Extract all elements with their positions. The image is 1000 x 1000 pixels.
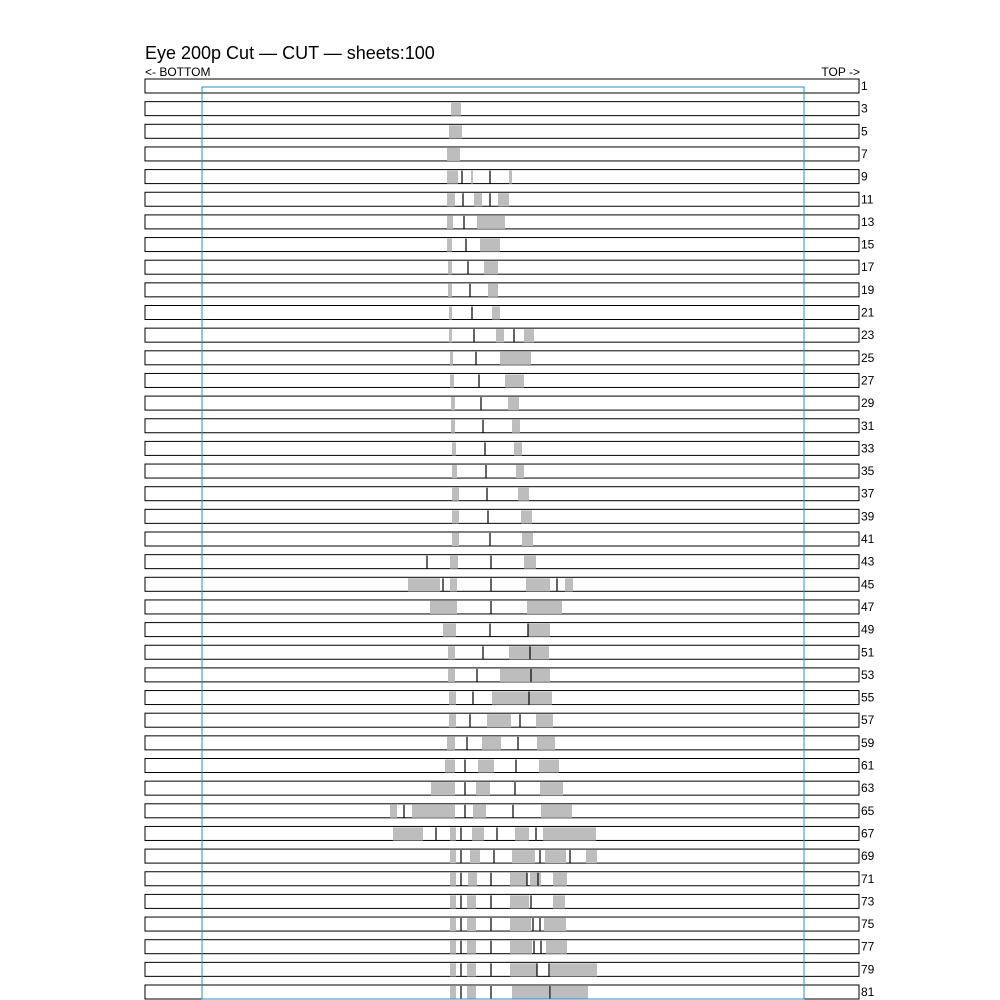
sheet-row [145, 736, 875, 750]
sheet-row [145, 441, 875, 455]
sheet-row [145, 985, 875, 999]
sheet-number: 73 [861, 894, 875, 909]
cut-segment [467, 918, 476, 931]
cut-segment [496, 329, 504, 342]
sheet-row [145, 645, 875, 659]
sheet-outline [145, 826, 859, 840]
sheet-number: 17 [861, 260, 875, 275]
cut-segment [509, 171, 512, 184]
cut-segment [551, 986, 588, 999]
cut-segment [500, 352, 531, 365]
cut-segment [536, 714, 553, 727]
sheet-outline [145, 872, 859, 886]
cut-segment [477, 216, 505, 229]
sheet-outline [145, 894, 859, 908]
sheet-number: 23 [861, 328, 875, 343]
sheet-outline [145, 985, 859, 999]
cut-segment [443, 624, 456, 637]
sheet-row [145, 238, 875, 252]
sheet-outline [145, 260, 859, 274]
sheet-outline [145, 464, 859, 478]
cut-segment [449, 125, 462, 138]
sheet-row [145, 306, 875, 320]
cut-segment [450, 556, 458, 569]
cut-segment [514, 442, 522, 455]
sheet-row [145, 532, 875, 546]
cut-segment [450, 850, 456, 863]
cut-segment [541, 805, 572, 818]
sheet-number: 7 [861, 146, 868, 161]
cut-segment [450, 827, 456, 840]
sheet-outline [145, 849, 859, 863]
cut-segment [450, 941, 456, 954]
sheet-row [145, 849, 875, 863]
cut-segment [524, 329, 534, 342]
cut-segment [540, 782, 563, 795]
cut-segment [492, 307, 500, 320]
cut-segment [510, 941, 532, 954]
sheet-number: 29 [861, 396, 875, 411]
sheet-outline [145, 124, 859, 138]
sheet-outline [145, 600, 859, 614]
sheet-row [145, 124, 868, 138]
sheet-outline [145, 238, 859, 252]
sheet-number: 59 [861, 735, 875, 750]
sheet-number: 9 [861, 169, 868, 184]
cut-segment [512, 850, 535, 863]
sheet-row [145, 917, 875, 931]
cut-segment [488, 284, 498, 297]
sheet-outline [145, 645, 859, 659]
sheet-outline [145, 509, 859, 523]
sheet-number: 3 [861, 101, 868, 116]
cut-segment [512, 420, 520, 433]
bottom-direction-label: <- BOTTOM [145, 65, 211, 79]
cut-segment [448, 646, 455, 659]
sheet-number: 47 [861, 599, 875, 614]
sheet-outline [145, 962, 859, 976]
sheet-number: 21 [861, 305, 875, 320]
sheet-outline [145, 419, 859, 433]
cut-segment [447, 737, 455, 750]
sheet-number: 65 [861, 803, 875, 818]
sheet-number: 39 [861, 509, 875, 524]
cut-segment [447, 193, 455, 206]
cut-segment [447, 216, 453, 229]
cut-segment [390, 805, 397, 818]
sheet-number: 33 [861, 441, 875, 456]
sheet-outline [145, 396, 859, 410]
sheet-row [145, 600, 875, 614]
cut-segment [545, 850, 566, 863]
cut-segment [518, 488, 529, 501]
sheet-number: 19 [861, 282, 875, 297]
cut-segment [500, 669, 550, 682]
sheet-row [145, 826, 875, 840]
cut-segment [449, 307, 452, 320]
sheet-outline [145, 373, 859, 387]
cut-segment [449, 714, 456, 727]
cut-segment [522, 533, 533, 546]
sheet-number: 75 [861, 917, 875, 932]
cut-segment [393, 827, 423, 840]
cut-segment [468, 873, 477, 886]
sheet-number: 11 [861, 192, 874, 207]
sheet-number: 61 [861, 758, 875, 773]
cut-segment [450, 352, 453, 365]
cut-segment [450, 873, 456, 886]
cut-segment [473, 805, 486, 818]
sheet-row [145, 894, 875, 908]
cut-segment [509, 646, 549, 659]
cut-segment [448, 669, 455, 682]
cut-segment [508, 397, 519, 410]
sheet-outline [145, 736, 859, 750]
cut-segment [447, 171, 458, 184]
sheet-outline [145, 759, 859, 773]
cut-segment [471, 171, 473, 184]
cut-segment [470, 850, 480, 863]
cut-segment [521, 510, 532, 523]
cut-segment [482, 737, 501, 750]
sheet-number: 27 [861, 373, 875, 388]
sheet-number: 63 [861, 781, 875, 796]
cut-segment [449, 692, 456, 705]
sheet-row [145, 509, 875, 523]
cut-segment [487, 714, 511, 727]
cut-segment [530, 873, 541, 886]
sheet-outline [145, 940, 859, 954]
sheet-row [145, 373, 875, 387]
cut-segment [450, 578, 457, 591]
sheet-number: 45 [861, 577, 875, 592]
sheet-number: 25 [861, 350, 875, 365]
cut-segment [478, 760, 494, 773]
sheet-row [145, 351, 875, 365]
cut-segment [524, 556, 536, 569]
sheet-outline [145, 102, 859, 116]
cut-segment [467, 941, 476, 954]
sheet-row [145, 668, 875, 682]
sheet-number: 67 [861, 826, 875, 841]
sheet-number: 71 [861, 871, 875, 886]
cut-segment [480, 239, 500, 252]
sheet-number: 51 [861, 645, 875, 660]
cut-segment [448, 261, 452, 274]
cut-segment [510, 963, 537, 976]
sheet-row [145, 79, 868, 93]
cut-segment [544, 918, 566, 931]
cut-segment [510, 873, 527, 886]
sheet-outline [145, 306, 859, 320]
cut-segment [472, 827, 484, 840]
cut-segment [512, 986, 550, 999]
sheet-row [145, 147, 868, 161]
sheet-number: 13 [861, 214, 875, 229]
sheet-row [145, 962, 875, 976]
sheet-row [145, 215, 875, 229]
cut-segment [448, 284, 452, 297]
sheet-outline [145, 804, 859, 818]
cut-segment [537, 737, 555, 750]
cut-segment [498, 193, 509, 206]
sheet-row [145, 623, 875, 637]
cut-segment [412, 805, 455, 818]
cut-segment [516, 465, 524, 478]
cut-segment [450, 895, 456, 908]
sheet-number: 79 [861, 962, 875, 977]
sheet-outline [145, 555, 859, 569]
cut-segment [450, 986, 456, 999]
sheet-number: 53 [861, 667, 875, 682]
cut-segment [505, 374, 524, 387]
cut-segment [539, 760, 559, 773]
cut-segment [528, 624, 550, 637]
cut-segment [447, 148, 460, 161]
cut-segment [451, 103, 461, 116]
sheet-outline [145, 147, 859, 161]
sheet-outline [145, 577, 859, 591]
cut-segment [550, 963, 597, 976]
sheet-number: 69 [861, 849, 875, 864]
cut-segment [553, 873, 567, 886]
cut-segment [451, 397, 455, 410]
sheet-row [145, 759, 875, 773]
cut-segment [452, 488, 459, 501]
sheet-number: 35 [861, 464, 875, 479]
cut-segment [476, 782, 490, 795]
sheet-row [145, 555, 875, 569]
cut-segment [467, 963, 476, 976]
sheet-row [145, 464, 875, 478]
sheet-row [145, 102, 868, 116]
sheet-number: 43 [861, 554, 875, 569]
sheet-number: 31 [861, 418, 875, 433]
sheet-number: 15 [861, 237, 875, 252]
cut-segment [450, 374, 454, 387]
sheet-outline [145, 917, 859, 931]
cut-segment [527, 601, 562, 614]
cut-segment [553, 895, 565, 908]
sheet-row [145, 419, 875, 433]
cut-segment [452, 510, 459, 523]
sheet-number: 49 [861, 622, 875, 637]
cut-segment [467, 895, 476, 908]
cut-segment [430, 601, 457, 614]
sheet-outline [145, 532, 859, 546]
cut-segment [474, 193, 482, 206]
sheet-outline [145, 781, 859, 795]
sheet-number: 1 [861, 79, 868, 93]
sheet-number: 37 [861, 486, 875, 501]
sheet-row [145, 260, 875, 274]
sheet-row [145, 872, 875, 886]
sheet-outline [145, 623, 859, 637]
cut-segment [452, 533, 459, 546]
cut-segment [492, 692, 552, 705]
sheet-row [145, 487, 875, 501]
top-direction-label: TOP -> [821, 65, 860, 79]
sheet-row [145, 396, 875, 410]
cut-segment [546, 941, 567, 954]
cut-segment [445, 760, 455, 773]
cut-segment [526, 578, 550, 591]
cut-segment [510, 918, 531, 931]
sheet-row [145, 691, 875, 705]
sheet-number: 77 [861, 939, 875, 954]
sheet-row [145, 170, 868, 184]
cut-segment [543, 827, 596, 840]
sheet-row [145, 577, 875, 591]
cut-segment [586, 850, 597, 863]
cut-segment [467, 986, 476, 999]
sheet-outline [145, 441, 859, 455]
cut-segment [565, 578, 573, 591]
cut-segment [452, 442, 456, 455]
cut-segment [510, 895, 529, 908]
sheet-row [145, 713, 875, 727]
sheet-row [145, 328, 875, 342]
sheet-outline [145, 487, 859, 501]
sheet-number: 41 [861, 532, 875, 546]
cut-segment [431, 782, 455, 795]
page-title: Eye 200p Cut — CUT — sheets:100 [145, 43, 435, 63]
cut-segment [450, 963, 456, 976]
sheet-row [145, 804, 875, 818]
cut-segment [447, 239, 452, 252]
sheet-outline [145, 170, 859, 184]
cut-segment [408, 578, 440, 591]
sheet-number: 57 [861, 713, 875, 728]
sheet-row [145, 781, 875, 795]
cut-segment [484, 261, 498, 274]
sheet-number: 81 [861, 985, 875, 999]
cut-segment [450, 918, 456, 931]
sheet-outline [145, 283, 859, 297]
sheet-number: 55 [861, 690, 875, 705]
cut-segment [451, 420, 455, 433]
sheet-number: 5 [861, 124, 868, 139]
sheet-row [145, 192, 874, 206]
sheet-outline [145, 79, 859, 93]
cut-segment [449, 329, 452, 342]
sheet-row [145, 940, 875, 954]
cut-segment [452, 465, 457, 478]
sheet-row [145, 283, 875, 297]
cut-segment [515, 827, 529, 840]
